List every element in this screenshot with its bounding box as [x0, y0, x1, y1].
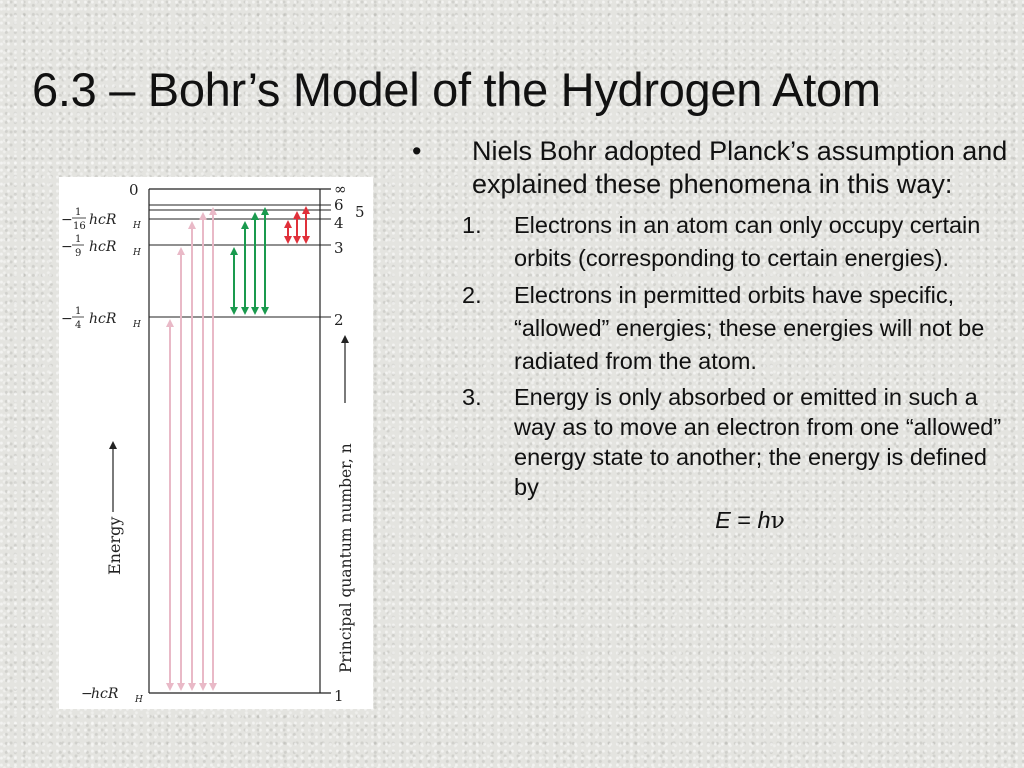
- svg-text:hcR: hcR: [89, 239, 117, 255]
- svg-text:1: 1: [75, 234, 82, 245]
- svg-text:H: H: [133, 221, 141, 231]
- equation-equals: =: [730, 507, 758, 533]
- equation-energy: E: [715, 507, 731, 533]
- n-label-1: 1: [334, 687, 344, 705]
- bullet-dot: •: [412, 136, 422, 166]
- list-item: [410, 382, 1010, 502]
- svg-text:16: 16: [73, 221, 86, 232]
- list-item-number: 2.: [462, 282, 482, 308]
- svg-text:1: 1: [75, 207, 82, 218]
- svg-text:−: −: [61, 239, 73, 255]
- svg-text:hcR: hcR: [89, 311, 117, 327]
- numbered-list: [410, 209, 1010, 502]
- list-item: [410, 209, 1010, 275]
- bullet-text: Niels Bohr adopted Planck’s assumption and explained these phenomena in this way:: [472, 136, 1008, 199]
- n-label-2: 2: [334, 311, 344, 329]
- n-label-4: 4: [334, 214, 344, 232]
- equation-planck-constant: h: [757, 507, 771, 533]
- svg-text:hcR: hcR: [89, 212, 117, 228]
- energy-tick-sixteenth: [61, 207, 141, 232]
- list-item-text: Electrons in an atom can only occupy certain orbits (corresponding to certain energies).: [514, 212, 981, 271]
- svg-text:H: H: [133, 320, 141, 330]
- balmer-series-arrows: [234, 211, 265, 311]
- list-item: [410, 279, 1010, 378]
- list-item-text: Energy is only absorbed or emitted in such a way as to move an electron from one “allowed” energy state to another; the energy is defined by: [514, 384, 1002, 500]
- energy-axis-label: Energy: [105, 516, 124, 575]
- svg-text:−: −: [61, 212, 73, 228]
- energy-tick-ground: [81, 686, 143, 705]
- n-label-inf: ∞: [334, 180, 347, 198]
- energy-tick-zero: 0: [129, 181, 139, 199]
- list-item-text: Electrons in permitted orbits have specific, “allowed” energies; these energies will not be radiated from the atom.: [514, 282, 985, 374]
- list-item-number: 3.: [462, 384, 482, 410]
- svg-text:−: −: [61, 311, 73, 327]
- main-bullet: [410, 135, 1010, 201]
- svg-text:4: 4: [75, 320, 82, 331]
- energy-tick-ninth: [61, 234, 141, 259]
- slide-title: 6.3 – Bohr’s Model of the Hydrogen Atom: [32, 63, 881, 116]
- paschen-series-arrows: [288, 210, 306, 240]
- n-label-6: 6: [334, 196, 344, 214]
- svg-text:H: H: [133, 248, 141, 258]
- bohr-energy-level-diagram: [59, 177, 373, 709]
- n-axis-label: Principal quantum number, n: [337, 443, 355, 673]
- equation-frequency: ν: [770, 506, 785, 534]
- energy-tick-quarter: [61, 306, 141, 331]
- svg-text:9: 9: [75, 248, 82, 259]
- list-item-number: 1.: [462, 212, 482, 238]
- svg-text:1: 1: [75, 306, 82, 317]
- lyman-series-arrows: [170, 211, 213, 687]
- svg-text:H: H: [135, 695, 143, 705]
- slide-body: [410, 135, 1010, 534]
- svg-text:−: −: [81, 686, 93, 702]
- planck-equation: [410, 506, 1010, 534]
- n-label-5: 5: [355, 203, 365, 221]
- svg-text:hcR: hcR: [91, 686, 119, 702]
- n-label-3: 3: [334, 239, 344, 257]
